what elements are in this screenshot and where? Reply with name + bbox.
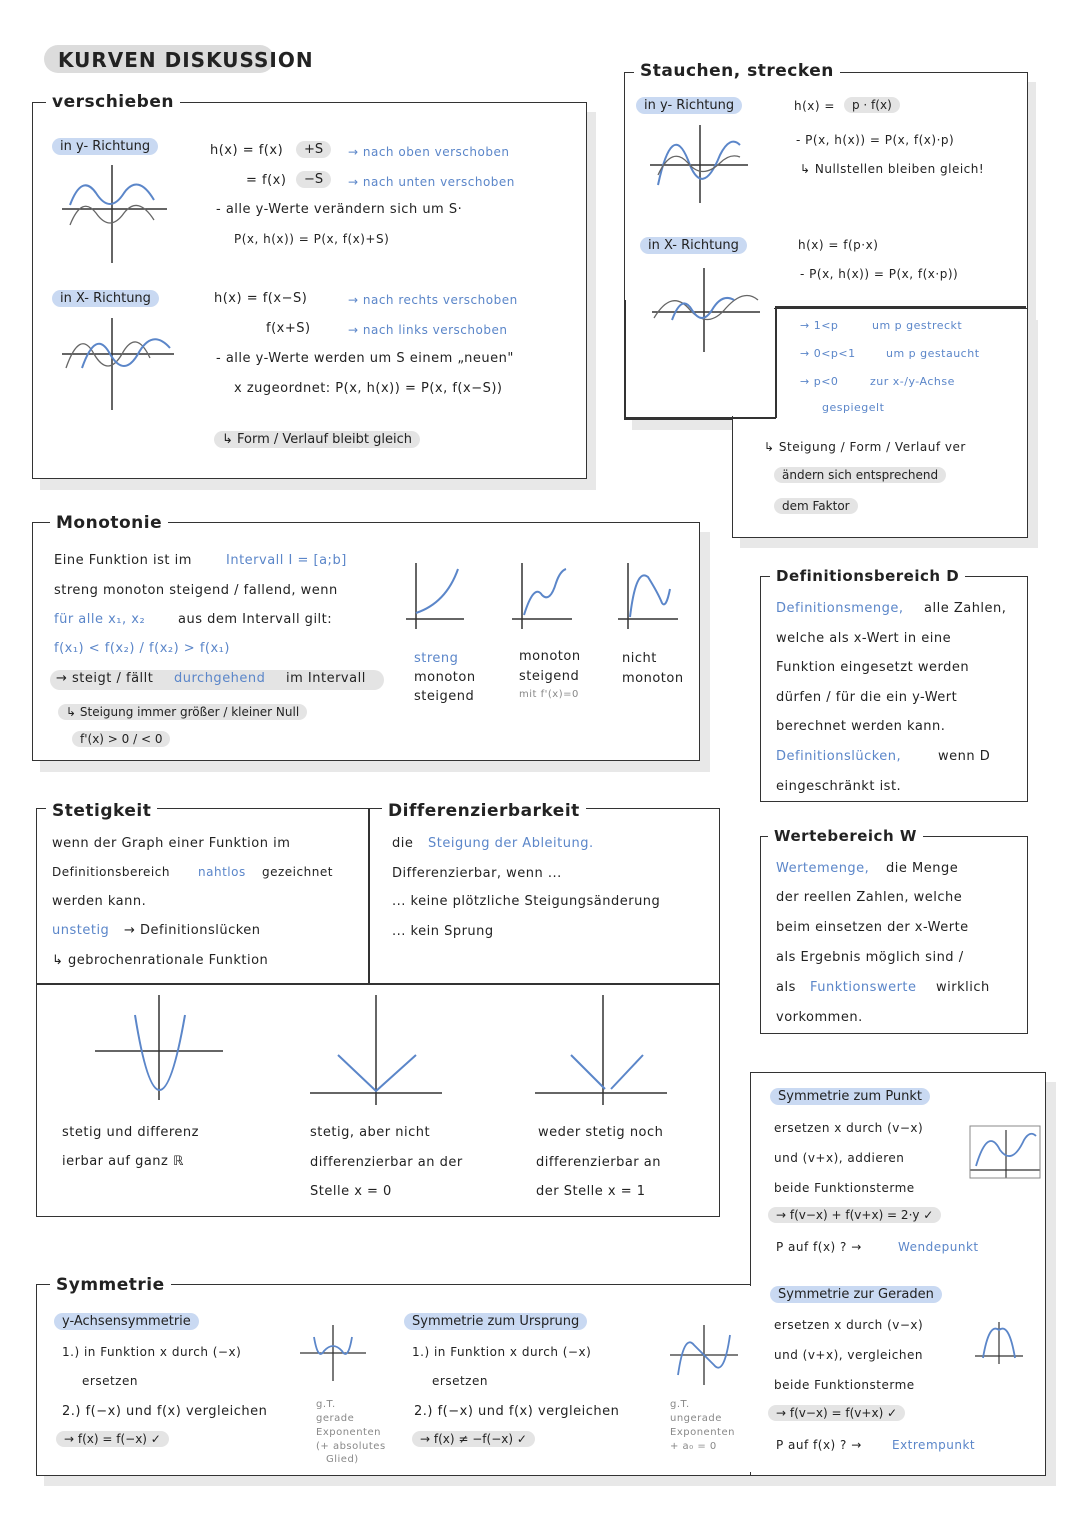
sym-gerade-l5b: Extrempunkt [892,1438,976,1452]
y-shift-minus: −S [296,171,331,188]
stauchen-heading: Stauchen, strecken [634,61,840,81]
sym-gerade-pill: Symmetrie zur Geraden [770,1286,942,1303]
stet-l2b: nahtlos [198,865,246,879]
page-title: KURVEN DISKUSSION [58,48,314,72]
x-shift-text: - alle y-Werte werden um S einem „neuen" [216,351,514,366]
stretch-y-graph [650,125,750,205]
symmetrie-heading: Symmetrie [50,1275,171,1295]
graph-jump [535,995,670,1105]
verschieben-x-pill: in X- Richtung [52,290,159,307]
y-shift-formula: h(x) = f(x) [210,143,284,158]
mono-l5b: durchgehend [174,671,266,686]
stet-l1: wenn der Graph einer Funktion im [52,836,291,851]
stet-l2c: gezeichnet [262,865,333,879]
stauchen-note1: ↳ Steigung / Form / Verlauf ver [764,440,966,454]
verschieben-heading: verschieben [46,92,180,112]
y-shift-down: → nach unten verschoben [348,175,515,189]
graph-b-text1: stetig, aber nicht [310,1125,431,1140]
sym-y-n3: Exponenten [316,1427,381,1438]
sym-gerade-l2: und (v+x), vergleichen [774,1348,923,1362]
stetigkeit-heading: Stetigkeit [46,801,157,821]
def-l2: welche als x-Wert in eine [776,631,952,646]
sym-y-n4: (+ absolutes [316,1441,386,1452]
diff-l1a: die [392,836,414,851]
diff-l4: ... kein Sprung [392,924,494,939]
mono-g2b: steigend [519,669,580,684]
case3-result: zur x-/y-Achse [870,375,955,388]
mono-graph-monotone [512,563,574,635]
sym-u-l2: ersetzen [432,1374,488,1388]
sym-gerade-l1: ersetzen x durch (v−x) [774,1318,924,1332]
case3-cond: → p<0 [800,375,839,388]
wertebereich-heading: Wertebereich W [768,827,923,845]
sym-u-l3: 2.) f(−x) und f(x) vergleichen [414,1404,620,1419]
def-l4: dürfen / für die ein y-Wert [776,690,958,705]
stretch-x-point: - P(x, h(x)) = P(x, f(x·p)) [800,267,959,281]
sym-punkt-l5a: P auf f(x) ? → [776,1240,862,1254]
graph-c-text3: der Stelle x = 1 [536,1184,646,1199]
def-l1a: Definitionsmenge, [776,601,904,616]
y-shift-up: → nach oben verschoben [348,145,510,159]
mono-l5a: → steigt / fällt [56,671,154,686]
mono-l1a: Eine Funktion ist im [54,553,192,568]
mono-g2c: mit f'(x)=0 [519,689,579,700]
sym-u-l4: → f(x) ≠ −f(−x) ✓ [412,1431,535,1447]
mono-l3b: aus dem Intervall gilt: [178,612,333,627]
mono-l6: ↳ Steigung immer größer / kleiner Null [58,704,307,720]
stretch-y-note: ↳ Nullstellen bleiben gleich! [800,162,985,176]
sym-punkt-l5b: Wendepunkt [898,1240,979,1254]
x-shift-right: → nach rechts verschoben [348,293,518,307]
sym-y-pill: y-Achsensymmetrie [54,1313,199,1330]
mono-g3b: monoton [622,671,684,686]
stauchen-note2: ändern sich entsprechend [774,467,946,483]
case1-cond: → 1<p [800,319,839,332]
stauchen-x-pill: in X- Richtung [640,237,747,254]
sym-gerade-l5a: P auf f(x) ? → [776,1438,862,1452]
stet-l2a: Definitionsbereich [52,865,170,879]
graph-parabola [95,995,225,1105]
mono-l3a: für alle x₁, x₂ [54,612,146,627]
wert-l4: als Ergebnis möglich sind / [776,950,964,965]
wert-l5b: Funktionswerte [810,980,917,995]
wert-l3: beim einsetzen der x-Werte [776,920,969,935]
mono-graph-not [618,563,680,635]
graph-c-text1: weder stetig noch [538,1125,664,1140]
x-shift-left: → nach links verschoben [348,323,508,337]
graph-a-text1: stetig und differenz [62,1125,199,1140]
mono-g3a: nicht [622,651,657,666]
sym-u-n4: + a₀ = 0 [670,1441,717,1452]
def-l3: Funktion eingesetzt werden [776,660,970,675]
case1-result: um p gestreckt [872,319,963,332]
mono-l5c: im Intervall [286,671,366,686]
x-shift-point: x zugeordnet: P(x, h(x)) = P(x, f(x−S)) [234,381,503,396]
sym-u-n1: g.T. [670,1399,690,1410]
wert-l1a: Wertemenge, [776,861,870,876]
def-l6a: Definitionslücken, [776,749,902,764]
wert-l2: der reellen Zahlen, welche [776,890,963,905]
mono-l4: f(x₁) < f(x₂) / f(x₂) > f(x₁) [54,641,230,656]
stretch-y-formula: h(x) = [794,99,835,113]
y-shift-text: - alle y-Werte verändern sich um S· [216,202,463,217]
stauchen-y-pill: in y- Richtung [636,97,742,114]
graph-b-text2: differenzierbar an der [310,1155,463,1170]
sym-y-l2: ersetzen [82,1374,138,1388]
sym-gerade-l4: → f(v−x) = f(v+x) ✓ [768,1405,905,1421]
wert-l5a: als [776,980,796,995]
x-shift-formula: h(x) = f(x−S) [214,291,308,306]
shift-y-graph [62,165,172,265]
def-l5: berechnet werden kann. [776,719,946,734]
sym-y-n1: g.T. [316,1399,336,1410]
stet-l4b: → Definitionslücken [124,923,261,938]
sym-u-l1: 1.) in Funktion x durch (−x) [412,1345,592,1359]
graph-b-text3: Stelle x = 0 [310,1184,392,1199]
case3-result2: gespiegelt [822,401,885,414]
sym-u-graph [670,1325,740,1387]
diff-l3: ... keine plötzliche Steigungsänderung [392,894,661,909]
def-l1b: alle Zahlen, [924,601,1007,616]
diff-l1b: Steigung der Ableitung. [428,836,594,851]
mono-l7: f'(x) > 0 / < 0 [72,731,170,747]
sym-u-pill: Symmetrie zum Ursprung [404,1313,587,1330]
sym-punkt-l1: ersetzen x durch (v−x) [774,1121,924,1135]
y-shift-formula2: = f(x) [246,173,287,188]
mono-g1c: steigend [414,689,475,704]
sym-punkt-l3: beide Funktionsterme [774,1181,915,1195]
sym-punkt-pill: Symmetrie zum Punkt [770,1088,930,1105]
sym-punkt-graph [970,1126,1042,1182]
sym-y-l4: → f(x) = f(−x) ✓ [56,1431,169,1447]
stretch-y-factor: p · f(x) [844,97,900,113]
y-shift-point: P(x, h(x)) = P(x, f(x)+S) [234,232,390,246]
monotonie-heading: Monotonie [50,513,168,533]
diff-l2: Differenzierbar, wenn ... [392,866,562,881]
mono-g1b: monoton [414,670,476,685]
wert-l5c: wirklich [936,980,990,995]
mono-g1a: streng [414,651,459,666]
wert-l1b: die Menge [886,861,959,876]
sym-u-n3: Exponenten [670,1427,735,1438]
stretch-x-formula: h(x) = f(p·x) [798,238,879,252]
sym-y-graph [300,1325,368,1383]
sym-y-n2: gerade [316,1413,355,1424]
stretch-x-graph [652,268,762,353]
shift-x-graph [62,318,177,413]
stauchen-note3: dem Faktor [774,498,858,514]
sym-punkt-l4: → f(v−x) + f(v+x) = 2·y ✓ [768,1207,941,1223]
graph-abs [310,995,445,1105]
graph-c-text2: differenzierbar an [536,1155,661,1170]
stet-l4a: unstetig [52,923,110,938]
mono-l1b: Intervall I = [a;b] [226,553,347,568]
stet-l5: ↳ gebrochenrationale Funktion [52,953,269,968]
sym-gerade-graph [975,1320,1025,1364]
stet-l3: werden kann. [52,894,147,909]
mono-g2a: monoton [519,649,581,664]
sym-y-n5: Glied) [326,1454,359,1465]
sym-gerade-l3: beide Funktionsterme [774,1378,915,1392]
sym-y-l1: 1.) in Funktion x durch (−x) [62,1345,242,1359]
sym-punkt-l2: und (v+x), addieren [774,1151,905,1165]
case2-result: um p gestaucht [886,347,980,360]
mono-l2: streng monoton steigend / fallend, wenn [54,583,338,598]
stretch-y-point: - P(x, h(x)) = P(x, f(x)·p) [796,133,955,147]
x-shift-formula2: f(x+S) [266,321,311,336]
verschieben-note: ↳ Form / Verlauf bleibt gleich [214,431,420,448]
definition-heading: Definitionsbereich D [770,567,965,585]
graph-a-text2: ierbar auf ganz ℝ [62,1154,184,1169]
sym-u-n2: ungerade [670,1413,722,1424]
case2-cond: → 0<p<1 [800,347,856,360]
sym-y-l3: 2.) f(−x) und f(x) vergleichen [62,1404,268,1419]
wert-l6: vorkommen. [776,1010,863,1025]
def-l6b: wenn D [938,749,991,764]
mono-graph-strict [406,563,466,635]
verschieben-y-pill: in y- Richtung [52,138,158,155]
diff-heading: Differenzierbarkeit [382,801,586,821]
def-l7: eingeschränkt ist. [776,779,902,794]
y-shift-plus: +S [296,141,331,158]
